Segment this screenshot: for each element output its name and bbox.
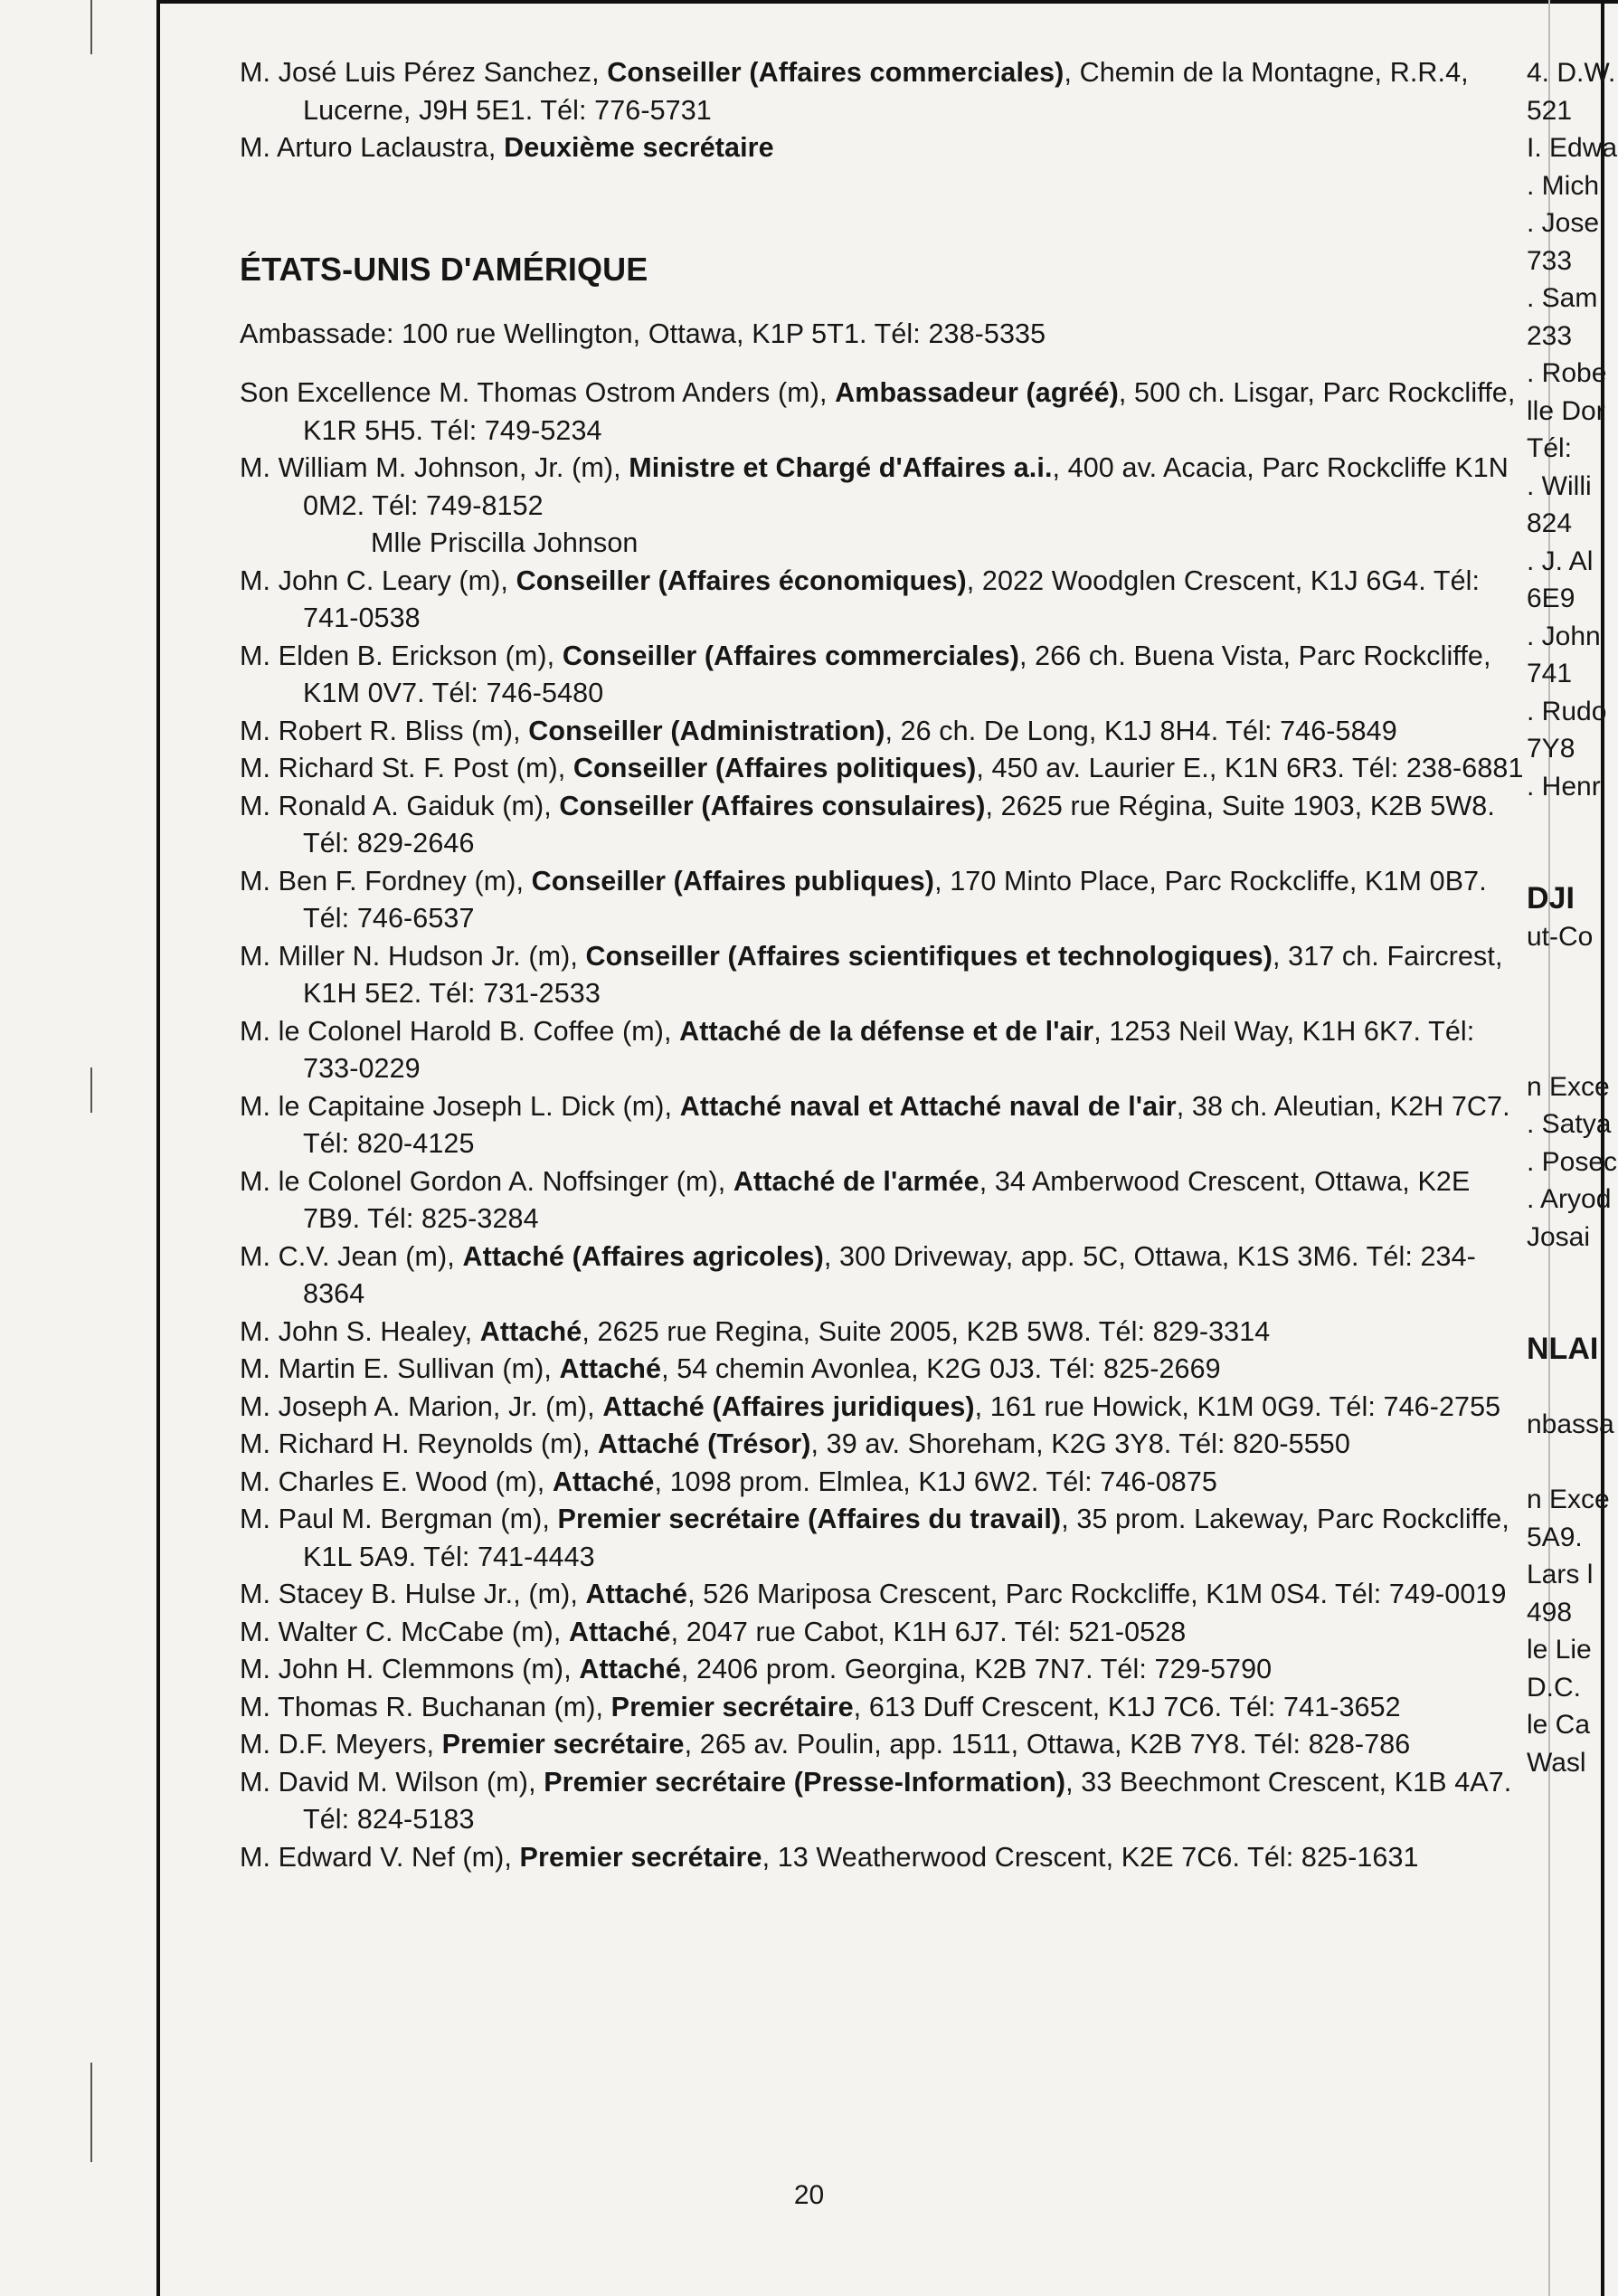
directory-text [240,54,1524,1876]
staff-entry [240,713,1524,751]
person-name: M. D.F. Meyers, [240,1729,442,1760]
margin-fragment: n Exce [1527,1071,1610,1102]
staff-entry [240,1689,1524,1727]
person-name: M. Charles E. Wood (m), [240,1466,553,1497]
person-role: Attaché de l'armée [733,1165,979,1197]
margin-fragment: 741 [1527,659,1573,688]
margin-fragment: . Posec [1527,1146,1618,1177]
margin-fragment [1527,843,1618,881]
margin-fragment [1527,805,1618,843]
person-role: Conseiller (Affaires commerciales) [607,57,1064,88]
person-name: M. Thomas R. Buchanan (m), [240,1691,611,1722]
person-name: M. le Capitaine Joseph L. Dick (m), [240,1090,680,1122]
person-name: M. John H. Clemmons (m), [240,1654,580,1684]
person-role: Conseiller (Affaires consulaires) [559,790,986,821]
person-role: Attaché [569,1616,671,1647]
staff-entry [240,1426,1524,1464]
person-address: , 2047 rue Cabot, K1H 6J7. Tél: 521-0528 [670,1616,1187,1647]
staff-entry [240,1238,1524,1314]
person-role: Conseiller (Affaires politiques) [572,753,977,783]
person-role: Attaché [585,1579,688,1609]
margin-fragment: Wasl [1527,1747,1586,1778]
person-address: , 317 ch. Faircrest, K1H 5E2. Tél: 731-2533 [303,940,1503,1009]
margin-fragment: Josai [1527,1221,1591,1252]
dependent-entry: Mlle Priscilla Johnson [371,527,639,558]
margin-fragment: ut-Co [1527,921,1594,952]
person-role: Premier secrétaire (Affaires du travail) [557,1504,1062,1534]
person-address: , 1098 prom. Elmlea, K1J 6W2. Tél: 746-0875 [654,1466,1217,1497]
person-role: Ambassadeur (agréé) [835,377,1119,408]
margin-fragment: le Lie [1527,1635,1592,1665]
person-role: Conseiller (Administration) [528,715,885,746]
staff-entry [240,1764,1524,1839]
person-role: Attaché [552,1466,655,1497]
person-role: Attaché [579,1654,681,1684]
margin-fragment: 824 [1527,508,1573,538]
staff-entry [240,54,1524,129]
person-address: , 265 av. Poulin, app. 1511, Ottawa, K2B 7Y8. Tél: 828-786 [684,1729,1411,1760]
staff-entry [240,1501,1524,1576]
staff-entry [240,563,1524,638]
person-address: , 450 av. Laurier E., K1N 6R3. Tél: 238-6881 [976,753,1524,783]
person-name: M. John S. Healey, [240,1315,480,1347]
margin-fragment: nbassa [1527,1409,1614,1439]
page-border-left [156,0,160,2296]
person-role: Premier secrétaire (Presse-Information) [544,1766,1066,1798]
staff-entry [240,1013,1524,1088]
person-address: , 35 prom. Lakeway, Parc Rockcliffe, K1L 5A9. Tél: 741-4443 [303,1504,1509,1572]
margin-fragment: . Rudo [1527,696,1607,726]
person-address: , 613 Duff Crescent, K1J 7C6. Tél: 741-3652 [853,1691,1401,1722]
staff-entry [240,450,1524,525]
person-address: , 2625 rue Regina, Suite 2005, K2B 5W8. Tél: 829-3314 [582,1315,1271,1347]
margin-fragment [1527,955,1618,993]
margin-fragment: D.C. [1527,1672,1581,1703]
person-name: M. le Colonel Harold B. Coffee (m), [240,1015,680,1047]
margin-fragment [1527,1444,1618,1482]
adjacent-column-fragment [1527,54,1618,1781]
margin-fragment: I. Edwa [1527,133,1618,163]
person-name: M. Joseph A. Marion, Jr. (m), [240,1390,603,1422]
person-name: M. le Colonel Gordon A. Noffsinger (m), [240,1165,733,1197]
staff-entry [240,375,1524,450]
person-role: Attaché (Affaires juridiques) [602,1390,975,1422]
margin-fragment [1527,1256,1618,1294]
person-address: , 161 rue Howick, K1M 0G9. Tél: 746-2755 [974,1390,1501,1422]
staff-entry [240,1726,1524,1764]
margin-fragment: n Exce [1527,1485,1610,1514]
margin-fragment: 733 [1527,245,1573,276]
person-address: , 39 av. Shoreham, K2G 3Y8. Tél: 820-5550 [810,1428,1350,1459]
person-address: , 54 chemin Avonlea, K2G 0J3. Tél: 825-2669 [661,1353,1221,1384]
margin-fragment: lle Dor [1527,395,1605,426]
page-number: 20 [793,2180,825,2210]
person-name: M. Ben F. Fordney (m), [240,865,532,897]
staff-entry [240,1163,1524,1238]
staff-entry [240,863,1524,938]
staff-entry [240,1351,1524,1389]
margin-fragment: NLAI [1527,1332,1599,1366]
staff-entry [240,129,1524,167]
person-name: M. David M. Wilson (m), [240,1766,544,1798]
person-role: Attaché de la défense et de l'air [679,1015,1094,1047]
person-name: M. William M. Johnson, Jr. (m), [240,452,629,483]
scan-edge-mark [90,0,92,54]
person-name: M. Elden B. Erickson (m), [240,640,563,671]
page-border-top [158,0,1618,4]
person-role: Deuxième secrétaire [504,132,774,163]
margin-fragment: 233 [1527,320,1573,351]
person-role: Attaché naval et Attaché naval de l'air [679,1090,1177,1122]
staff-entry [240,1839,1524,1877]
person-name: M. C.V. Jean (m), [240,1240,463,1272]
margin-fragment: . John [1527,621,1601,651]
person-role: Attaché (Affaires agricoles) [462,1240,824,1272]
staff-entry [240,938,1524,1013]
person-name: Son Excellence M. Thomas Ostrom Anders (m), [240,377,836,408]
person-name: M. Richard H. Reynolds (m), [240,1428,598,1459]
person-name: M. Richard St. F. Post (m), [240,753,573,783]
margin-fragment: . Aryod [1527,1184,1612,1214]
person-address: , 2406 prom. Georgina, K2B 7N7. Tél: 729-5790 [680,1654,1273,1684]
margin-fragment: . Robe [1527,358,1607,388]
margin-fragment: Tél: [1527,433,1573,463]
person-role: Ministre et Chargé d'Affaires a.i. [629,452,1053,483]
person-address: , 300 Driveway, app. 5C, Ottawa, K1S 3M6. Tél: 234-8364 [303,1240,1476,1309]
margin-fragment: DJI [1527,881,1575,916]
pre-entries [240,54,1524,167]
person-address: , 266 ch. Buena Vista, Parc Rockcliffe, K1M 0V7. Tél: 746-5480 [303,640,1491,708]
person-role: Conseiller (Affaires commerciales) [562,640,1019,671]
person-address: , 13 Weatherwood Crescent, K2E 7C6. Tél: 825-1631 [762,1841,1419,1873]
person-role: Attaché (Trésor) [598,1428,811,1459]
staff-entry [240,1576,1524,1614]
person-name: M. Ronald A. Gaiduk (m), [240,790,560,821]
person-name: M. Stacey B. Hulse Jr., (m), [240,1579,586,1609]
person-address: , Chemin de la Montagne, R.R.4, Lucerne, J9H 5E1. Tél: 776-5731 [303,57,1469,126]
person-address: , 38 ch. Aleutian, K2H 7C7. Tél: 820-4125 [303,1090,1510,1159]
person-name: M. Martin E. Sullivan (m), [240,1353,560,1384]
person-address: , 1253 Neil Way, K1H 6K7. Tél: 733-0229 [303,1015,1475,1084]
staff-entry [240,788,1524,863]
person-address: , 2022 Woodglen Crescent, K1J 6G4. Tél: 741-0538 [303,565,1481,633]
staff-entries [240,375,1524,1876]
person-role: Conseiller (Affaires économiques) [516,565,967,596]
margin-fragment [1527,993,1618,1031]
margin-fragment: 5A9. [1527,1522,1583,1552]
margin-fragment: 7Y8 [1527,734,1575,764]
person-name: M. Arturo Laclaustra, [240,132,505,163]
staff-entry [240,638,1524,713]
person-name: M. José Luis Pérez Sanchez, [240,57,608,88]
staff-entry [240,1088,1524,1163]
margin-fragment: . Satya [1527,1109,1612,1139]
person-role: Premier secrétaire [519,1841,762,1873]
margin-fragment: le Ca [1527,1710,1591,1740]
margin-fragment: 521 [1527,95,1573,126]
person-name: M. Walter C. McCabe (m), [240,1616,570,1647]
margin-fragment: . Willi [1527,470,1592,501]
margin-fragment [1527,1030,1618,1068]
person-address: , 34 Amberwood Crescent, Ottawa, K2E 7B9. Tél: 825-3284 [303,1165,1471,1234]
staff-entry [240,1389,1524,1427]
person-role: Conseiller (Affaires publiques) [531,865,935,897]
margin-fragment [1527,1294,1618,1332]
margin-fragment: . J. Al [1527,546,1594,576]
staff-entry [240,1651,1524,1689]
scan-edge-mark [90,1067,92,1113]
person-name: M. Miller N. Hudson Jr. (m), [240,940,586,972]
person-name: M. John C. Leary (m), [240,565,516,596]
section-heading: ÉTATS-UNIS D'AMÉRIQUE [240,250,648,288]
margin-fragment: . Jose [1527,208,1600,238]
person-address: , 33 Beechmont Crescent, K1B 4A7. Tél: 824-5183 [303,1766,1512,1835]
person-role: Attaché [559,1353,662,1384]
margin-fragment [1527,1369,1618,1407]
person-address: , 26 ch. De Long, K1J 8H4. Tél: 746-5849 [885,715,1397,746]
margin-fragment: 498 [1527,1597,1573,1627]
person-address: , 400 av. Acacia, Parc Rockcliffe K1N 0M2. Tél: 749-8152 [303,452,1509,521]
margin-fragment: . Mich [1527,170,1600,201]
scan-edge-mark [90,2063,92,2162]
person-name: M. Paul M. Bergman (m), [240,1504,558,1534]
staff-entry [240,1464,1524,1502]
margin-fragment: 4. D.W. [1527,58,1616,88]
person-role: Premier secrétaire [610,1691,854,1722]
staff-entry [240,750,1524,788]
staff-entry [240,1314,1524,1352]
margin-fragment: Lars l [1527,1560,1594,1589]
staff-entry [240,1614,1524,1652]
person-name: M. Robert R. Bliss (m), [240,715,529,746]
embassy-address: Ambassade: 100 rue Wellington, Ottawa, K1P 5T1. Tél: 238-5335 [240,318,1046,349]
person-address: , 526 Mariposa Crescent, Parc Rockcliffe, K1M 0S4. Tél: 749-0019 [687,1579,1507,1609]
person-role: Attaché [479,1315,582,1347]
person-address: , 500 ch. Lisgar, Parc Rockcliffe, K1R 5H5. Tél: 749-5234 [303,377,1516,446]
person-role: Conseiller (Affaires scientifiques et technologiques) [585,940,1273,972]
person-address: , 170 Minto Place, Parc Rockcliffe, K1M 0B7. Tél: 746-6537 [303,865,1487,934]
margin-fragment: . Sam [1527,283,1598,313]
person-role: Premier secrétaire [441,1729,685,1760]
person-name: M. Edward V. Nef (m), [240,1841,520,1873]
margin-fragment: 6E9 [1527,583,1575,613]
person-address: , 2625 rue Régina, Suite 1903, K2B 5W8. Tél: 829-2646 [303,790,1495,859]
margin-fragment: . Henr [1527,771,1601,802]
